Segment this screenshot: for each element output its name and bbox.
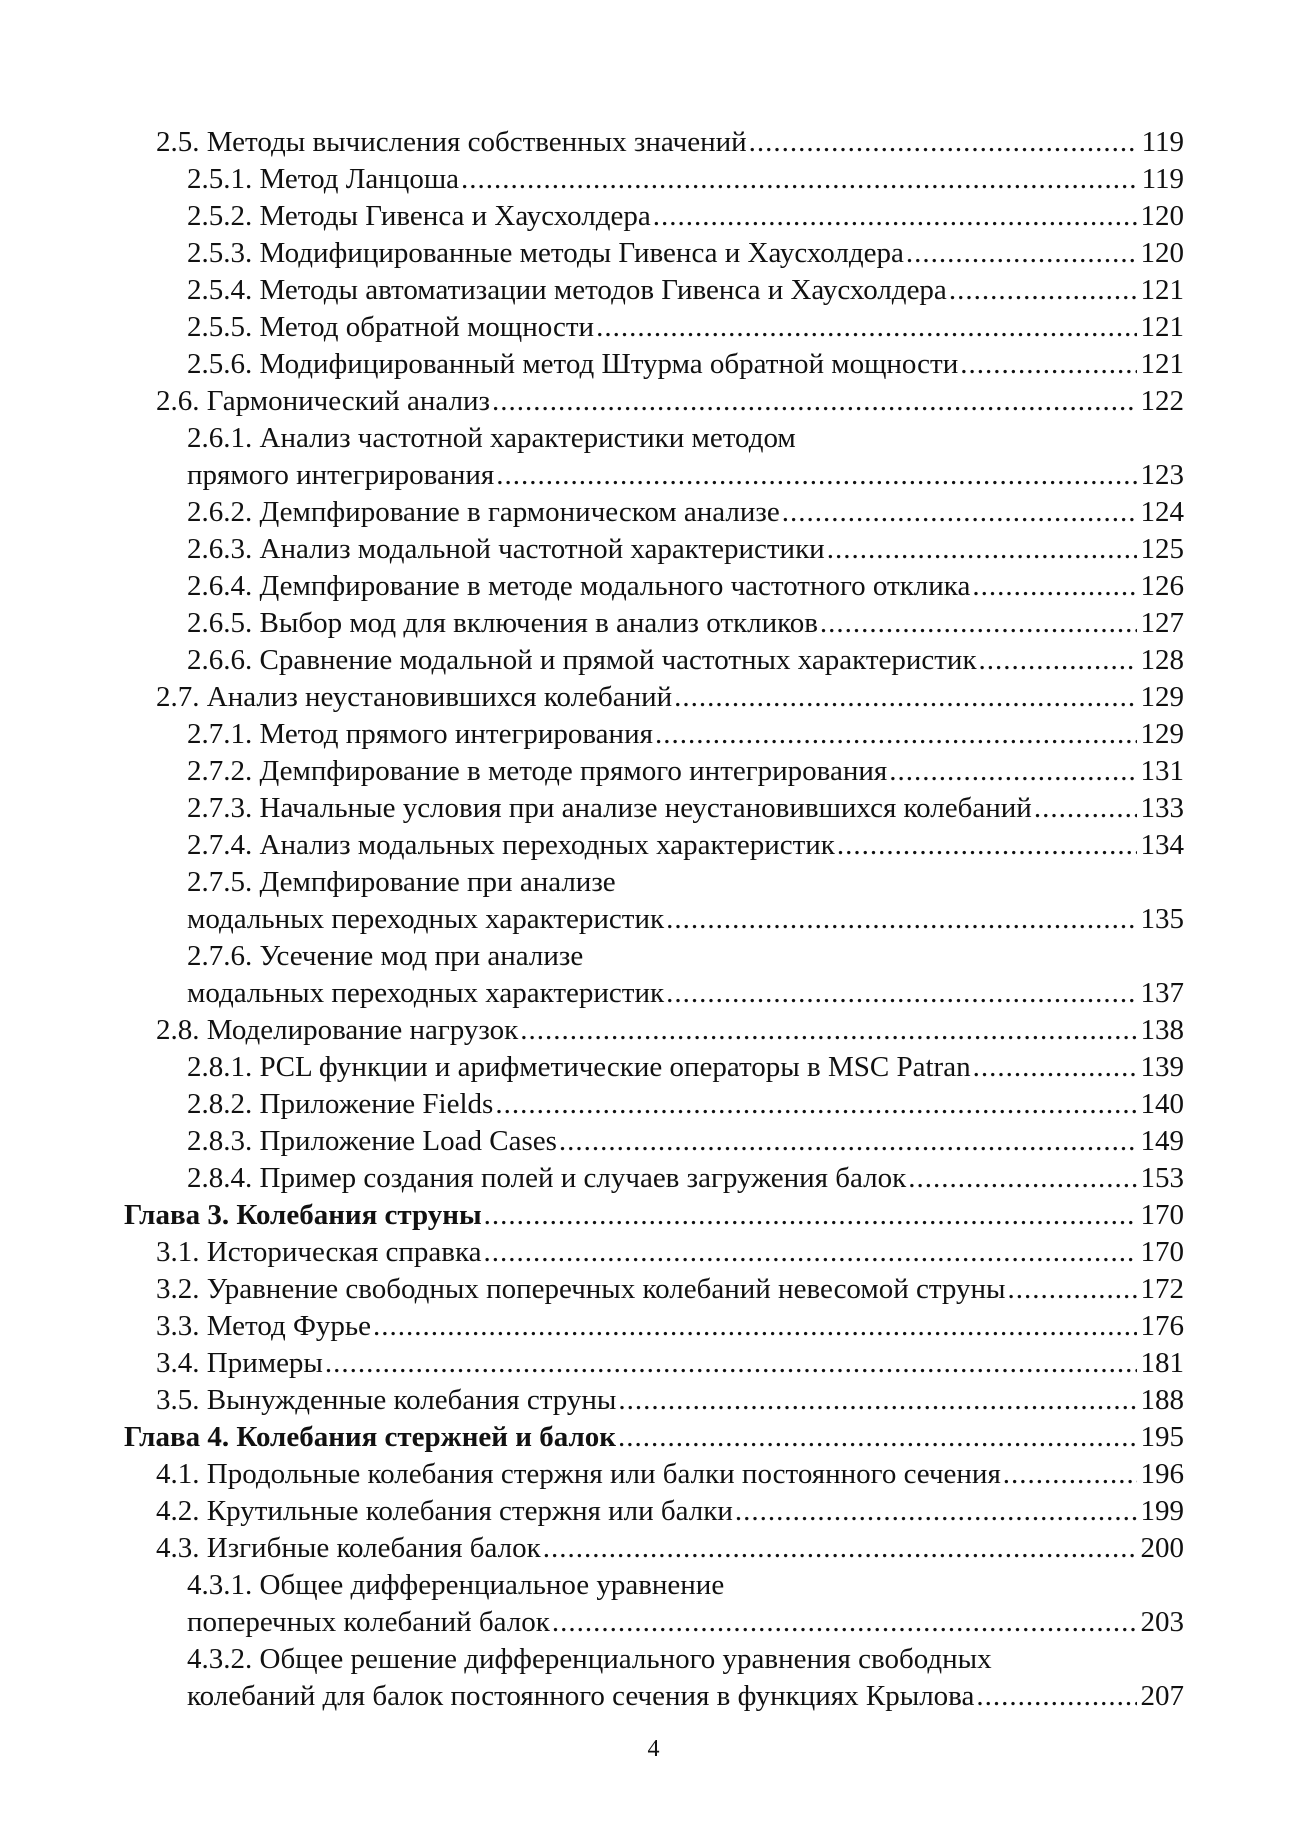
toc-entry-title: 2.6.4. Демпфирование в методе модального частотного отклика bbox=[187, 570, 971, 602]
toc-entry-title: 4.3. Изгибные колебания балок bbox=[156, 1532, 541, 1564]
toc-dot-leader bbox=[666, 975, 1137, 1012]
toc-entry-page: 119 bbox=[1141, 163, 1184, 195]
toc-entry-page: 127 bbox=[1140, 607, 1184, 639]
toc-dot-leader bbox=[979, 642, 1137, 679]
toc-entry-page: 120 bbox=[1140, 200, 1184, 232]
toc-row bbox=[124, 1308, 1184, 1345]
toc-row bbox=[124, 198, 1184, 235]
toc-entry-page: 137 bbox=[1140, 977, 1184, 1009]
toc-entry-title: 2.5.3. Модифицированные методы Гивенса и Хаусхолдера bbox=[187, 237, 904, 269]
toc-row bbox=[124, 901, 1184, 938]
toc-entry-page: 122 bbox=[1140, 385, 1184, 417]
toc-dot-leader bbox=[495, 1086, 1137, 1123]
toc-chapter-row bbox=[124, 1419, 1184, 1456]
toc-entry-page: 140 bbox=[1140, 1088, 1184, 1120]
toc-entry-page: 124 bbox=[1140, 496, 1184, 528]
toc-entry-page: 181 bbox=[1140, 1347, 1184, 1379]
toc-entry-page: 153 bbox=[1140, 1162, 1184, 1194]
toc-entry-title: 4.3.2. Общее решение дифференциального уравнения свободных bbox=[187, 1643, 992, 1675]
toc-row bbox=[124, 753, 1184, 790]
toc-entry-page: 125 bbox=[1140, 533, 1184, 565]
toc-row bbox=[124, 975, 1184, 1012]
toc-entry-title: 2.7.4. Анализ модальных переходных характеристик bbox=[187, 829, 835, 861]
toc-entry-page: 170 bbox=[1140, 1236, 1184, 1268]
toc-entry-title: 2.5.2. Методы Гивенса и Хаусхолдера bbox=[187, 200, 651, 232]
toc-row bbox=[124, 1641, 1184, 1678]
toc-entry-title: 4.2. Крутильные колебания стержня или балки bbox=[156, 1495, 733, 1527]
toc-entry-page: 149 bbox=[1140, 1125, 1184, 1157]
toc-dot-leader bbox=[972, 568, 1137, 605]
toc-dot-leader bbox=[837, 827, 1137, 864]
toc-row bbox=[124, 235, 1184, 272]
toc-entry-title: 2.5.5. Метод обратной мощности bbox=[187, 311, 595, 343]
toc-row bbox=[124, 790, 1184, 827]
toc-entry-page: 195 bbox=[1140, 1421, 1184, 1453]
toc-entry-title: 3.5. Вынужденные колебания струны bbox=[156, 1384, 617, 1416]
toc-row bbox=[124, 1604, 1184, 1641]
toc-entry-title: 2.8.1. PCL функции и арифметические операторы в MSC Patran bbox=[187, 1051, 971, 1083]
toc-entry-title: 2.7.5. Демпфирование при анализе bbox=[187, 866, 616, 898]
toc-row bbox=[124, 1530, 1184, 1567]
toc-dot-leader bbox=[461, 161, 1137, 198]
toc-dot-leader bbox=[484, 1197, 1137, 1234]
toc-entry-title: 3.4. Примеры bbox=[156, 1347, 323, 1379]
toc-entry-title: 2.5. Методы вычисления собственных значений bbox=[156, 126, 747, 158]
toc-entry-page: 129 bbox=[1140, 718, 1184, 750]
toc-dot-leader bbox=[1008, 1271, 1137, 1308]
toc-entry-title: Глава 4. Колебания стержней и балок bbox=[124, 1421, 616, 1453]
toc-entry-title: 2.5.4. Методы автоматизации методов Гивенса и Хаусхолдера bbox=[187, 274, 947, 306]
toc-entry-title: 3.1. Историческая справка bbox=[156, 1236, 482, 1268]
toc-entry-title: модальных переходных характеристик bbox=[187, 977, 665, 1009]
toc-row bbox=[124, 124, 1184, 161]
toc-entry-title: 2.6. Гармонический анализ bbox=[156, 385, 491, 417]
toc-entry-page: 121 bbox=[1140, 311, 1184, 343]
toc-row bbox=[124, 1271, 1184, 1308]
toc-entry-title: 3.2. Уравнение свободных поперечных колебаний невесомой струны bbox=[156, 1273, 1006, 1305]
toc-row bbox=[124, 1345, 1184, 1382]
toc-dot-leader bbox=[782, 494, 1137, 531]
toc-entry-page: 176 bbox=[1140, 1310, 1184, 1342]
toc-dot-leader bbox=[325, 1345, 1137, 1382]
toc-entry-title: 3.3. Метод Фурье bbox=[156, 1310, 371, 1342]
toc-entry-title: 4.1. Продольные колебания стержня или балки постоянного сечения bbox=[156, 1458, 1001, 1490]
toc-row bbox=[124, 1678, 1184, 1715]
toc-dot-leader bbox=[674, 679, 1137, 716]
toc-dot-leader bbox=[666, 901, 1137, 938]
toc-row bbox=[124, 1086, 1184, 1123]
page-number: 4 bbox=[647, 1736, 660, 1762]
toc-dot-leader bbox=[906, 235, 1137, 272]
toc-entry-page: 131 bbox=[1140, 755, 1184, 787]
toc-entry-title: 2.7.2. Демпфирование в методе прямого интегрирования bbox=[187, 755, 888, 787]
toc-entry-title: 2.8.4. Пример создания полей и случаев загружения балок bbox=[187, 1162, 907, 1194]
toc-dot-leader bbox=[976, 1678, 1137, 1715]
toc-dot-leader bbox=[520, 1012, 1137, 1049]
toc-entry-page: 200 bbox=[1140, 1532, 1184, 1564]
toc-row bbox=[124, 494, 1184, 531]
toc-dot-leader bbox=[1034, 790, 1137, 827]
toc-dot-leader bbox=[543, 1530, 1137, 1567]
toc-entry-page: 139 bbox=[1140, 1051, 1184, 1083]
toc-chapter-row bbox=[124, 1197, 1184, 1234]
toc-dot-leader bbox=[373, 1308, 1137, 1345]
toc-entry-title: колебаний для балок постоянного сечения в функциях Крылова bbox=[187, 1680, 975, 1712]
toc-dot-leader bbox=[552, 1604, 1137, 1641]
toc-entry-page: 134 bbox=[1140, 829, 1184, 861]
toc-entry-page: 129 bbox=[1140, 681, 1184, 713]
toc-row bbox=[124, 1012, 1184, 1049]
toc-row bbox=[124, 827, 1184, 864]
toc-entry-title: 2.8.2. Приложение Fields bbox=[187, 1088, 494, 1120]
toc-entry-page: 121 bbox=[1140, 274, 1184, 306]
toc-dot-leader bbox=[492, 383, 1137, 420]
toc-row bbox=[124, 1049, 1184, 1086]
toc-entry-page: 203 bbox=[1140, 1606, 1184, 1638]
toc-entry-title: 2.7. Анализ неустановившихся колебаний bbox=[156, 681, 673, 713]
toc-row bbox=[124, 605, 1184, 642]
toc-entry-title: 2.5.1. Метод Ланцоша bbox=[187, 163, 460, 195]
toc-row bbox=[124, 1493, 1184, 1530]
toc-entry-title: 2.8.3. Приложение Load Cases bbox=[187, 1125, 557, 1157]
toc-entry-title: 2.6.2. Демпфирование в гармоническом анализе bbox=[187, 496, 780, 528]
toc-entry-page: 128 bbox=[1140, 644, 1184, 676]
toc-entry-page: 133 bbox=[1140, 792, 1184, 824]
toc-entry-title: Глава 3. Колебания струны bbox=[124, 1199, 482, 1231]
toc-entry-page: 119 bbox=[1141, 126, 1184, 158]
toc-entry-title: поперечных колебаний балок bbox=[187, 1606, 550, 1638]
toc-row bbox=[124, 938, 1184, 975]
toc-entry-page: 170 bbox=[1140, 1199, 1184, 1231]
toc-entry-title: 2.5.6. Модифицированный метод Штурма обратной мощности bbox=[187, 348, 959, 380]
toc-dot-leader bbox=[559, 1123, 1137, 1160]
toc-row bbox=[124, 568, 1184, 605]
toc-entry-page: 199 bbox=[1140, 1495, 1184, 1527]
toc-entry-title: 2.6.6. Сравнение модальной и прямой частотных характеристик bbox=[187, 644, 977, 676]
toc-dot-leader bbox=[484, 1234, 1137, 1271]
toc-row bbox=[124, 531, 1184, 568]
toc-row bbox=[124, 457, 1184, 494]
toc-dot-leader bbox=[596, 309, 1137, 346]
toc-row bbox=[124, 716, 1184, 753]
toc-row bbox=[124, 161, 1184, 198]
toc-entry-page: 123 bbox=[1140, 459, 1184, 491]
toc-row bbox=[124, 1382, 1184, 1419]
table-of-contents bbox=[124, 124, 1184, 1715]
toc-entry-page: 135 bbox=[1140, 903, 1184, 935]
toc-entry-title: 2.7.3. Начальные условия при анализе неустановившихся колебаний bbox=[187, 792, 1032, 824]
toc-dot-leader bbox=[1003, 1456, 1137, 1493]
toc-row bbox=[124, 346, 1184, 383]
toc-dot-leader bbox=[908, 1160, 1137, 1197]
toc-dot-leader bbox=[973, 1049, 1137, 1086]
toc-entry-page: 121 bbox=[1140, 348, 1184, 380]
toc-entry-title: прямого интегрирования bbox=[187, 459, 495, 491]
toc-entry-title: 2.7.1. Метод прямого интегрирования bbox=[187, 718, 653, 750]
toc-row bbox=[124, 309, 1184, 346]
toc-row bbox=[124, 383, 1184, 420]
toc-entry-page: 138 bbox=[1140, 1014, 1184, 1046]
toc-entry-title: 2.6.1. Анализ частотной характеристики методом bbox=[187, 422, 796, 454]
toc-entry-page: 126 bbox=[1140, 570, 1184, 602]
toc-dot-leader bbox=[827, 531, 1137, 568]
toc-dot-leader bbox=[618, 1419, 1137, 1456]
toc-row bbox=[124, 1123, 1184, 1160]
toc-dot-leader bbox=[820, 605, 1137, 642]
toc-entry-page: 188 bbox=[1140, 1384, 1184, 1416]
toc-row bbox=[124, 1234, 1184, 1271]
toc-dot-leader bbox=[735, 1493, 1137, 1530]
toc-dot-leader bbox=[949, 272, 1137, 309]
toc-dot-leader bbox=[618, 1382, 1137, 1419]
toc-entry-page: 120 bbox=[1140, 237, 1184, 269]
toc-entry-title: 2.6.5. Выбор мод для включения в анализ откликов bbox=[187, 607, 818, 639]
toc-row bbox=[124, 1456, 1184, 1493]
toc-dot-leader bbox=[655, 716, 1137, 753]
toc-entry-title: модальных переходных характеристик bbox=[187, 903, 665, 935]
toc-row bbox=[124, 1160, 1184, 1197]
toc-entry-page: 172 bbox=[1140, 1273, 1184, 1305]
toc-entry-title: 2.6.3. Анализ модальной частотной характеристики bbox=[187, 533, 825, 565]
toc-row bbox=[124, 1567, 1184, 1604]
toc-entry-title: 2.8. Моделирование нагрузок bbox=[156, 1014, 519, 1046]
toc-dot-leader bbox=[749, 124, 1137, 161]
toc-entry-title: 4.3.1. Общее дифференциальное уравнение bbox=[187, 1569, 725, 1601]
toc-entry-page: 207 bbox=[1140, 1680, 1184, 1712]
toc-row bbox=[124, 679, 1184, 716]
toc-row bbox=[124, 272, 1184, 309]
toc-dot-leader bbox=[496, 457, 1137, 494]
toc-dot-leader bbox=[960, 346, 1137, 383]
toc-entry-page: 196 bbox=[1140, 1458, 1184, 1490]
toc-row bbox=[124, 864, 1184, 901]
toc-dot-leader bbox=[653, 198, 1137, 235]
toc-row bbox=[124, 642, 1184, 679]
toc-dot-leader bbox=[889, 753, 1137, 790]
toc-entry-title: 2.7.6. Усечение мод при анализе bbox=[187, 940, 584, 972]
toc-row bbox=[124, 420, 1184, 457]
